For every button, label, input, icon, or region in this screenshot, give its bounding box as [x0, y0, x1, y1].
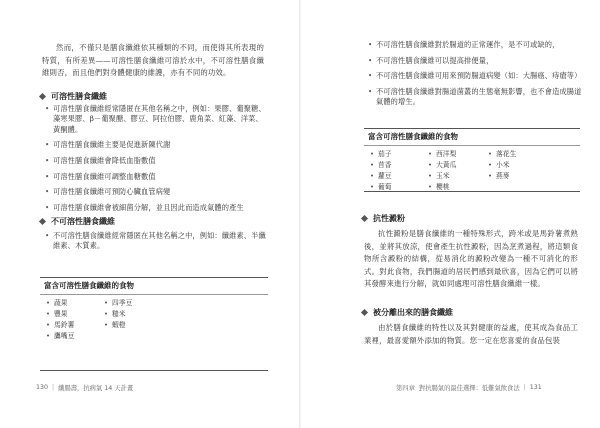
chapter-title: 對抗腸氣的最佳選擇：低難氣飲食法 — [418, 385, 520, 392]
resistant-starch-paragraph — [364, 228, 578, 291]
resistant-starch-text: 抗性澱粉是膳食纖維的一種特殊形式，跨米或是馬鈴薯煮熟後，並將其放涼，使會產生抗性澱粉，因為烹煮過程，將這類食物所含澱粉的結構，從易消化的澱粉改變為一種不可消化的形式。對此食物，我們腸道的居民們感到最欣喜，因為它們可以將其發酵來進行分解，就如同處理可溶性膳食纖維一樣。 — [364, 229, 578, 289]
footer-separator: | — [523, 384, 526, 391]
isolated-fiber-title: 被分離出來的膳食纖維 — [373, 308, 453, 317]
list-item: • 不可溶性膳食纖維對於腸道的正常運作，是不可或缺的， — [368, 40, 582, 50]
right-food-box-title: 富含可溶性膳食纖維的食物 — [364, 129, 580, 146]
diamond-bullet-icon — [39, 93, 46, 100]
intro-paragraph — [42, 42, 264, 80]
intro-text: 然而，不僅只是膳食纖維依其種類的不同，而使得其所表現的特質，有所差異——可溶性膳食纖維可溶於水中，不可溶性膳食纖維則否，而且他們對身體健康的維護，亦有不同的功效。 — [42, 43, 264, 78]
list-item: • 可溶性膳食纖維主要是促進新陳代謝 — [45, 140, 267, 150]
insoluble-benefits-list — [368, 40, 582, 108]
food-item: • 蔬果 — [46, 298, 104, 309]
food-item: • 茄子 — [370, 149, 428, 160]
right-page — [300, 0, 600, 428]
food-item: • 四季豆 — [104, 298, 174, 309]
food-item: • 小米 — [488, 160, 548, 171]
left-food-box — [40, 277, 268, 371]
list-item: • 不可溶性膳食纖維可用來預防腸道病變（如：大腸癌、痔瘡等） — [368, 71, 582, 81]
isolated-fiber-paragraph — [364, 322, 578, 347]
list-item: • 不可溶性膳食纖維經常隱匿在其他名稱之中，例如：纖維素、半纖維素、木質素。 — [45, 231, 267, 252]
food-item: • 落花生 — [488, 149, 548, 160]
chapter-label: 第四章 — [396, 385, 415, 392]
food-item: • 糙米 — [104, 309, 174, 320]
list-item: • 可溶性膳食纖維可調整血糖數值 — [45, 172, 267, 182]
food-item: • 蝦橙 — [104, 320, 174, 331]
food-item: • 豐果 — [46, 309, 104, 320]
food-item: • 玉米 — [428, 171, 488, 182]
insoluble-section-heading — [40, 216, 115, 227]
food-item: • 西洋梨 — [428, 149, 488, 160]
list-item: • 可溶性膳食纖維會被細菌分解，並且因此而造成氣體的產生 — [45, 203, 267, 213]
soluble-section-heading — [40, 91, 107, 102]
diamond-bullet-icon — [361, 309, 368, 316]
left-food-box-title: 富含可溶性膳食纖維的食物 — [40, 278, 268, 295]
right-food-box — [364, 128, 580, 192]
list-item: • 不可溶性膳食纖維可以提高排便量， — [368, 56, 582, 66]
food-item: • 櫻桃 — [428, 182, 488, 193]
insoluble-bullet-list — [45, 231, 267, 252]
list-item: • 不可溶性膳食纖維對腸道菌叢的生態毫無影響，也不會造成腸道氣體的增生。 — [368, 87, 582, 108]
soluble-bullet-list — [45, 104, 267, 213]
page-number: 131 — [529, 384, 542, 391]
list-item: • 可溶性膳食纖維可預防心臟血管病變 — [45, 187, 267, 197]
right-page-footer — [396, 383, 542, 392]
list-item: • 可溶性膳食纖維會降低血脂數值 — [45, 156, 267, 166]
soluble-section-title: 可溶性膳食纖維 — [51, 92, 107, 101]
food-item: • 苜香 — [370, 160, 428, 171]
isolated-fiber-heading — [362, 307, 453, 318]
resistant-starch-title: 抗性澱粉 — [373, 214, 405, 223]
page-number: 130 — [36, 384, 49, 391]
right-food-grid — [364, 146, 580, 196]
food-item: • 鷹嘴豆 — [46, 331, 104, 342]
isolated-fiber-text: 由於膳食纖維的特性以及其對健康的益處，使其成為食品工業裡，最喜愛額外添加的物質。您一定在您喜愛的食品包裝 — [364, 323, 578, 345]
book-title: 纖腸壽，抗病氣 14 天計畫 — [58, 385, 134, 392]
resistant-starch-heading — [362, 213, 405, 224]
left-food-grid — [40, 295, 268, 345]
diamond-bullet-icon — [39, 218, 46, 225]
insoluble-section-title: 不可溶性膳食纖維 — [51, 217, 115, 226]
food-item: • 大黃瓜 — [428, 160, 488, 171]
left-page-footer — [36, 383, 133, 392]
food-item: • 葡萄 — [370, 182, 428, 193]
food-item: • 馬鈴薯 — [46, 320, 104, 331]
diamond-bullet-icon — [361, 215, 368, 222]
footer-separator: | — [52, 384, 55, 391]
list-item: • 可溶性膳食纖維經常隱匿在其他名稱之中，例如：果膠、葡聚糖、藻寒果膠、β－葡聚醣、膠豆、阿拉伯膠、鹿角菜、紅藻、洋菜、黃酮體。 — [45, 104, 267, 135]
food-item: • 蘿豆 — [370, 171, 428, 182]
food-item: • 燕麥 — [488, 171, 548, 182]
